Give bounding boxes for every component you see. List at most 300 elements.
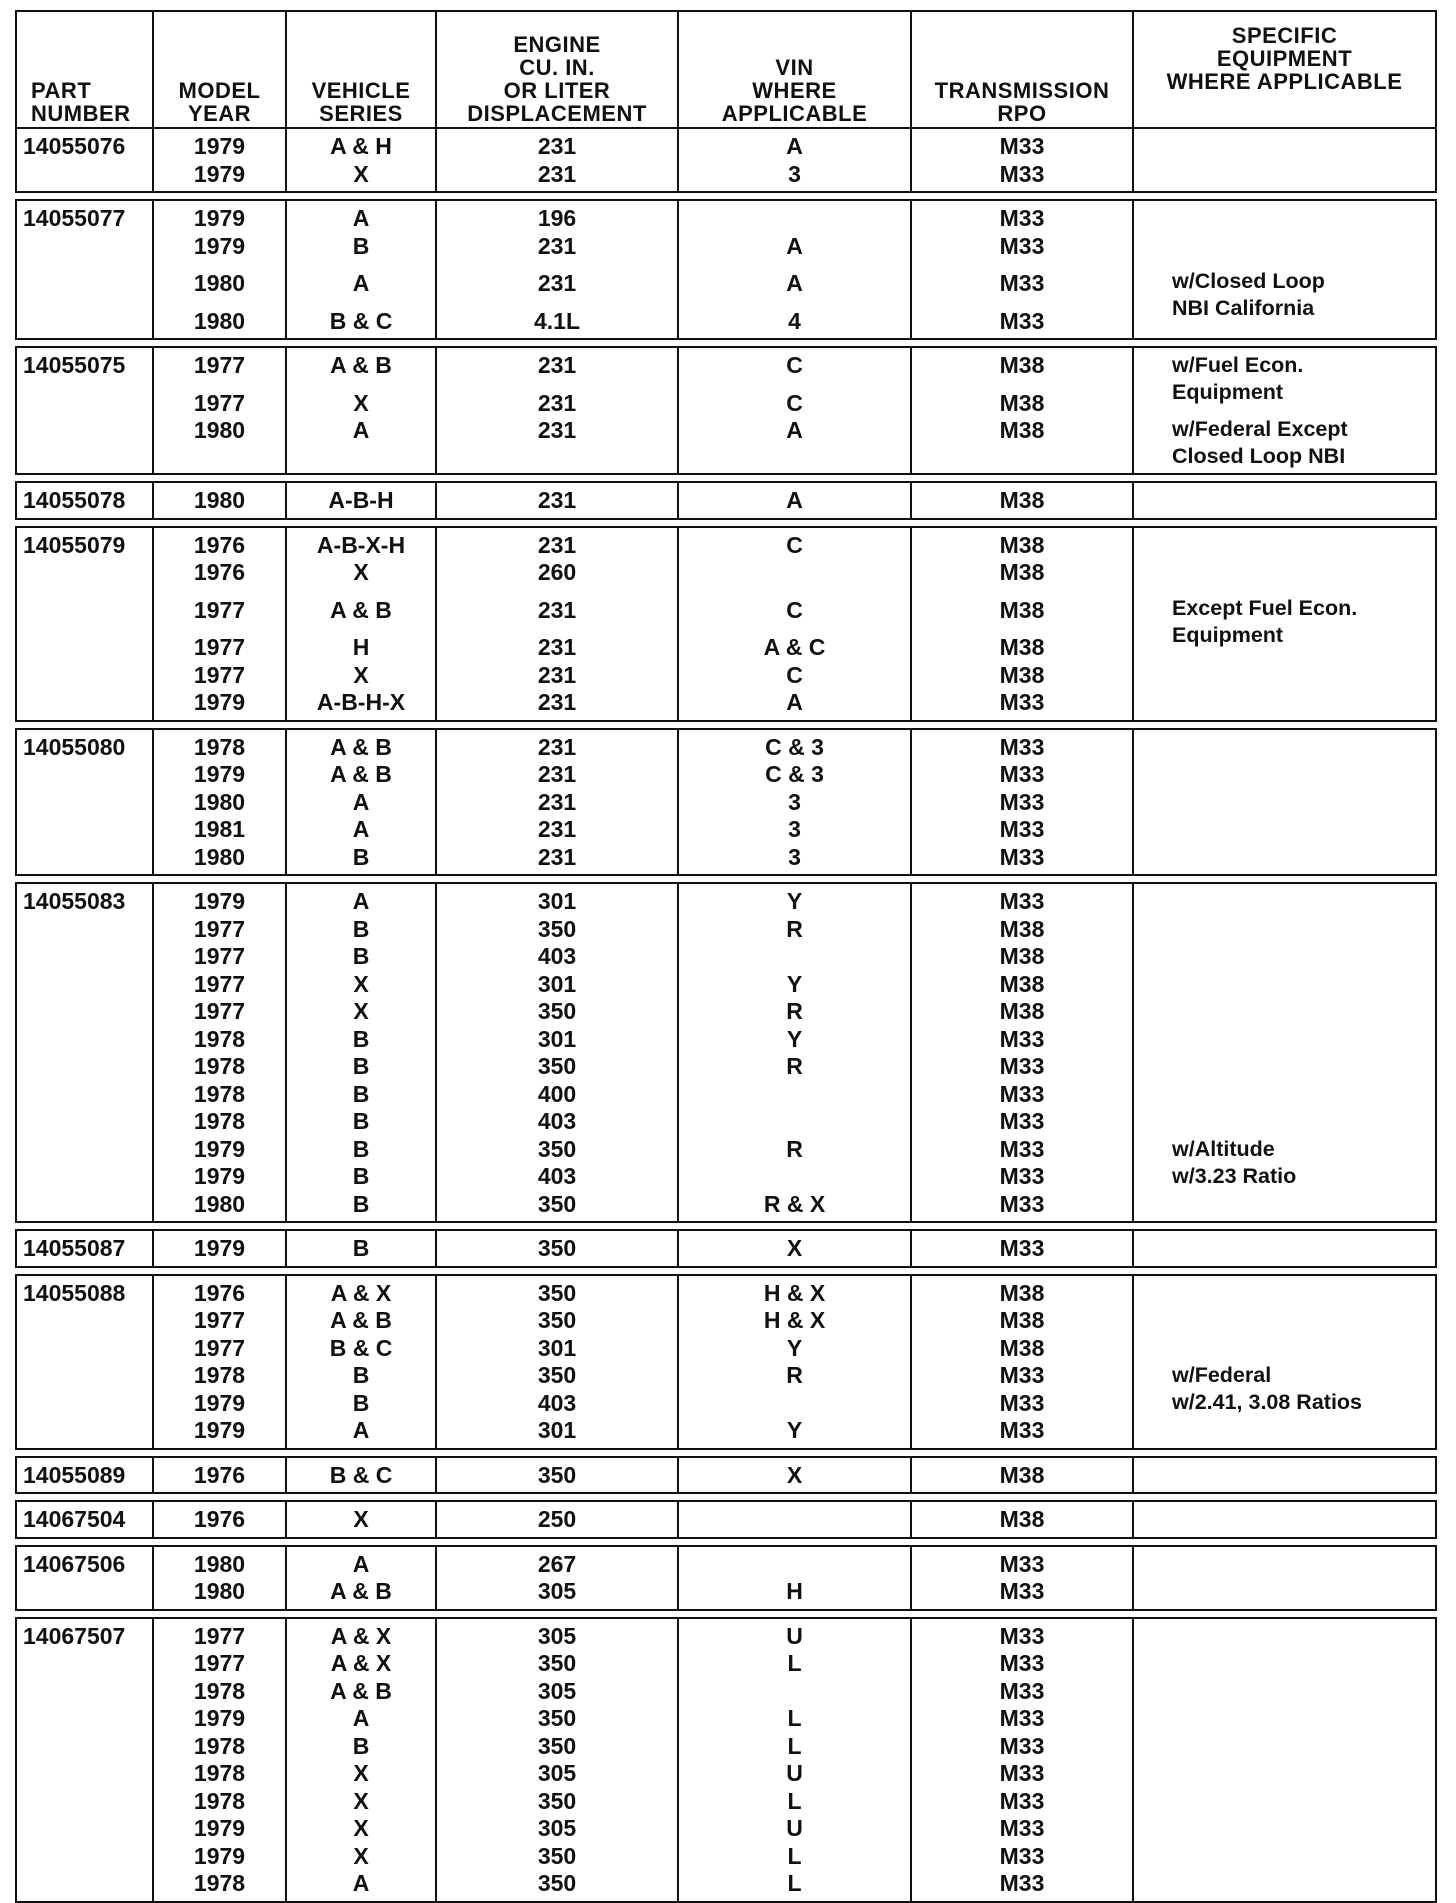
model-year: 1977 [193,1307,246,1333]
model-year: 1977 [193,998,246,1024]
transmission-rpo: M33 [999,761,1045,787]
vehicle-series-cell [286,1457,436,1494]
model-year: 1980 [193,788,246,815]
specific-equipment-cell [1133,482,1436,519]
table-body [16,128,1436,1902]
model-year-cell [153,1457,286,1494]
header-text: YEAR [187,101,252,126]
part-group-row [16,1230,1436,1267]
specific-equipment: w/Altitude [1172,1136,1275,1161]
vin-code [679,205,910,233]
transmission-rpo: M38 [999,970,1045,997]
engine-displacement: 231 [537,487,577,513]
header-text: ENGINE [513,32,601,57]
model-year: 1977 [193,661,246,688]
vin-code-cell [678,1501,911,1538]
transmission-rpo-cell [911,347,1133,474]
vehicle-series-cell [286,128,436,192]
model-year: 1977 [193,634,246,660]
model-year: 1980 [193,417,246,443]
engine-displacement: 231 [537,160,577,187]
header-text: WHERE APPLICABLE [1166,69,1403,94]
transmission-rpo: M38 [999,943,1045,969]
engine-displacement: 350 [537,998,577,1024]
part-group-row [16,347,1436,474]
transmission-rpo: M33 [999,307,1045,334]
spacer-cell [16,1538,1436,1546]
engine-displacement: 350 [537,1842,577,1869]
transmission-rpo: M33 [999,1190,1045,1217]
vin-code: Y [786,1417,803,1443]
vin-code: R [786,1362,803,1388]
model-year-cell [153,1546,286,1610]
spacer-cell [16,1222,1436,1230]
vin-code: H & X [763,1307,826,1333]
vehicle-series: B & C [329,307,393,334]
model-year-cell [153,200,286,339]
engine-displacement: 301 [537,1417,577,1443]
spacer-cell [16,519,1436,527]
part-group-row [16,1275,1436,1449]
header-text: APPLICABLE [721,101,868,126]
engine-displacement: 231 [537,389,577,416]
vin-code: A [786,689,803,715]
specific-equipment-cell [1133,200,1436,339]
transmission-rpo: M33 [999,1677,1045,1704]
vehicle-series: B [352,1362,370,1388]
model-year: 1978 [193,1025,246,1052]
part-number: 14055077 [16,200,153,339]
vehicle-series: B [352,915,370,942]
vin-code [679,1678,910,1706]
part-group-row [16,527,1436,721]
vehicle-series: X [353,1506,369,1532]
model-year: 1977 [193,915,246,942]
engine-displacement: 350 [537,1053,577,1079]
engine-displacement: 260 [537,559,577,585]
vin-code: R [786,915,803,942]
vin-code: U [786,1622,803,1649]
model-year-cell [153,1275,286,1449]
model-year: 1976 [193,531,246,558]
transmission-rpo: M33 [999,1235,1045,1261]
transmission-rpo-cell [911,883,1133,1222]
specific-equipment: Closed Loop NBI [1172,444,1346,468]
model-year: 1977 [193,1334,246,1361]
model-year: 1977 [193,596,246,623]
vehicle-series: X [353,1760,369,1786]
equipment-offset [1134,888,1435,1136]
transmission-rpo: M38 [999,1506,1045,1532]
vin-code: A & C [763,634,826,660]
specific-equipment: Except Fuel Econ. [1172,595,1358,620]
engine-displacement: 350 [537,1362,577,1388]
vehicle-series: A & X [330,1650,392,1676]
vehicle-series: B [352,1389,370,1416]
parts-table [15,10,1437,1903]
engine-displacement: 231 [537,596,577,623]
model-year: 1979 [193,205,246,231]
vin-code: X [786,1461,803,1488]
transmission-rpo: M38 [999,915,1045,942]
vin-code-cell [678,883,911,1222]
vehicle-series-cell [286,883,436,1222]
transmission-rpo-cell [911,1275,1133,1449]
transmission-rpo: M38 [999,1334,1045,1361]
spacer-cell [16,875,1436,883]
spacer-cell [16,1449,1436,1457]
part-group-row [16,1501,1436,1538]
vehicle-series: X [353,661,369,688]
engine-displacement: 305 [537,1677,577,1704]
model-year: 1978 [193,1108,246,1134]
vin-code: U [786,1815,803,1841]
transmission-rpo: M33 [999,689,1045,715]
model-year-cell [153,883,286,1222]
vin-code: H [786,1578,803,1604]
transmission-rpo-cell [911,1230,1133,1267]
vehicle-series: A-B-H [328,487,394,513]
model-year: 1980 [193,307,246,334]
transmission-rpo-cell [911,200,1133,339]
specific-equipment: w/Federal [1172,1363,1272,1387]
spacer-cell [16,721,1436,729]
transmission-rpo-cell [911,1457,1133,1494]
vin-code: Y [786,970,803,997]
vin-code-cell [678,1457,911,1494]
group-spacer [16,1610,1436,1618]
engine-displacement: 231 [537,634,577,660]
vehicle-series: X [353,970,369,997]
specific-equipment-cell [1133,1230,1436,1267]
vin-code: L [787,1787,802,1814]
vin-code: C [786,389,803,416]
vin-code-cell [678,729,911,876]
model-year: 1978 [193,1732,246,1759]
model-year: 1979 [193,1842,246,1869]
model-year: 1978 [193,1080,246,1107]
model-year: 1978 [193,1760,246,1786]
transmission-rpo: M33 [999,1842,1045,1869]
specific-equipment-cell [1133,1501,1436,1538]
group-spacer [16,474,1436,482]
engine-displacement: 403 [537,1108,577,1134]
transmission-rpo: M33 [999,1389,1045,1416]
vin-code: C & 3 [765,733,824,760]
model-year: 1979 [193,1163,246,1189]
transmission-rpo: M38 [999,1307,1045,1333]
engine-displacement: 231 [537,270,577,296]
vehicle-series: A & X [330,1622,392,1649]
header-text: WHERE [752,78,837,103]
engine-displacement-cell [436,883,678,1222]
vehicle-series: B & C [329,1334,393,1361]
vin-code: C [786,661,803,688]
group-spacer [16,1538,1436,1546]
transmission-rpo: M38 [999,487,1045,513]
header-row [16,11,1436,128]
vehicle-series: X [353,389,369,416]
engine-displacement: 267 [537,1550,577,1577]
engine-displacement: 350 [537,1135,577,1162]
transmission-rpo: M33 [999,1870,1045,1896]
model-year-cell [153,729,286,876]
header-vehicle-series [286,11,436,128]
part-number: 14055075 [16,347,153,474]
transmission-rpo: M38 [999,559,1045,585]
vehicle-series-cell [286,1618,436,1902]
engine-displacement: 231 [537,689,577,715]
part-group-row [16,1618,1436,1902]
engine-displacement: 231 [537,352,577,378]
vin-code: L [787,1842,802,1869]
vin-code: C [786,352,803,378]
spacer-cell [16,192,1436,200]
transmission-rpo: M33 [999,1080,1045,1107]
vehicle-series: A [352,1417,370,1443]
transmission-rpo: M38 [999,661,1045,688]
vin-code-cell [678,1275,911,1449]
model-year: 1976 [193,1461,246,1488]
specific-equipment-cell [1133,1618,1436,1902]
model-year: 1979 [193,232,246,259]
engine-displacement-cell [436,200,678,339]
spacer-cell [16,1493,1436,1501]
model-year: 1979 [193,1389,246,1416]
part-number: 14067506 [16,1546,153,1610]
specific-equipment-cell [1133,1275,1436,1449]
engine-displacement: 403 [537,943,577,969]
engine-displacement: 350 [537,1461,577,1488]
group-spacer [16,339,1436,347]
header-text: NUMBER [31,101,131,126]
vin-code: L [787,1870,802,1896]
header-text: TRANSMISSION [934,78,1110,103]
vehicle-series: B [352,1732,370,1759]
transmission-rpo: M33 [999,733,1045,760]
transmission-rpo: M33 [999,133,1045,159]
transmission-rpo: M33 [999,1705,1045,1731]
engine-displacement-cell [436,527,678,721]
transmission-rpo: M38 [999,1279,1045,1306]
engine-displacement-cell [436,1501,678,1538]
model-year-cell [153,1618,286,1902]
header-part-number [16,11,153,128]
engine-displacement: 196 [537,205,577,231]
part-number: 14055083 [16,883,153,1222]
engine-displacement: 231 [537,843,577,870]
transmission-rpo: M33 [999,1108,1045,1134]
vin-code: 3 [788,788,801,815]
vehicle-series: B [352,232,370,259]
engine-displacement: 231 [537,816,577,842]
header-text: RPO [997,101,1047,126]
vehicle-series: A & B [330,1677,392,1704]
engine-displacement: 305 [537,1622,577,1649]
vehicle-series-cell [286,527,436,721]
vin-code: R [786,998,803,1024]
vin-code [679,1506,910,1534]
header-text: VEHICLE [311,78,411,103]
engine-displacement: 400 [537,1080,577,1107]
vehicle-series: B [352,1135,370,1162]
vehicle-series-cell [286,1546,436,1610]
vehicle-series: A [352,888,370,914]
part-group-row [16,482,1436,519]
transmission-rpo-cell [911,1618,1133,1902]
model-year: 1980 [193,487,246,513]
vehicle-series: X [353,160,369,187]
transmission-rpo: M38 [999,417,1045,443]
engine-displacement: 403 [537,1389,577,1416]
spacer-cell [16,1267,1436,1275]
header-text: CU. IN. [519,55,595,80]
engine-displacement-cell [436,1275,678,1449]
transmission-rpo: M33 [999,1135,1045,1162]
specific-equipment-cell [1133,527,1436,721]
vehicle-series: A & X [330,1279,392,1306]
vehicle-series: X [353,1815,369,1841]
transmission-rpo: M33 [999,232,1045,259]
engine-displacement: 403 [537,1163,577,1189]
vin-code: H & X [763,1279,826,1306]
model-year: 1979 [193,1135,246,1162]
model-year: 1979 [193,689,246,715]
header-text: MODEL [178,78,261,103]
transmission-rpo: M38 [999,998,1045,1024]
specific-equipment: w/3.23 Ratio [1172,1163,1297,1188]
part-number: 14067504 [16,1501,153,1538]
equipment-offset [1134,1280,1435,1363]
vin-code: A [786,232,803,259]
model-year: 1979 [193,160,246,187]
transmission-rpo: M33 [999,1732,1045,1759]
group-spacer [16,192,1436,200]
header-text: SPECIFIC [1231,23,1338,48]
vehicle-series: X [353,1787,369,1814]
group-spacer [16,1267,1436,1275]
engine-displacement: 231 [537,733,577,760]
vin-code: C [786,596,803,623]
group-spacer [16,875,1436,883]
vin-code: L [787,1650,802,1676]
vin-code: A [786,270,803,296]
transmission-rpo: M33 [999,816,1045,842]
vehicle-series-cell [286,1230,436,1267]
part-group-row [16,1457,1436,1494]
vin-code: A [786,487,803,513]
vehicle-series: A & B [330,733,392,760]
model-year: 1976 [193,559,246,585]
vehicle-series: A [352,1550,370,1577]
model-year: 1976 [193,1279,246,1306]
engine-displacement: 350 [537,1732,577,1759]
model-year: 1978 [193,1787,246,1814]
part-group-row [16,200,1436,339]
engine-displacement-cell [436,347,678,474]
engine-displacement: 350 [537,915,577,942]
part-number: 14055080 [16,729,153,876]
group-spacer [16,519,1436,527]
transmission-rpo: M38 [999,531,1045,558]
vin-code-cell [678,482,911,519]
model-year: 1980 [193,1550,246,1577]
transmission-rpo-cell [911,729,1133,876]
specific-equipment: Equipment [1172,622,1284,647]
engine-displacement-cell [436,729,678,876]
transmission-rpo: M33 [999,1650,1045,1676]
model-year-cell [153,128,286,192]
model-year: 1979 [193,1705,246,1731]
vin-code: A [786,133,803,159]
transmission-rpo: M38 [999,596,1045,623]
transmission-rpo: M38 [999,352,1045,378]
model-year: 1978 [193,1362,246,1388]
engine-displacement: 350 [537,1235,577,1261]
specific-equipment-cell [1133,1457,1436,1494]
group-spacer [16,1449,1436,1457]
vehicle-series: X [353,998,369,1024]
engine-displacement: 231 [537,788,577,815]
vin-code-cell [678,1618,911,1902]
part-number: 14055088 [16,1275,153,1449]
transmission-rpo: M33 [999,1362,1045,1388]
vehicle-series: B & C [329,1461,393,1488]
transmission-rpo-cell [911,128,1133,192]
part-group-row [16,1546,1436,1610]
engine-displacement-cell [436,128,678,192]
model-year-cell [153,527,286,721]
model-year: 1979 [193,1417,246,1443]
part-number: 14055078 [16,482,153,519]
model-year: 1977 [193,943,246,969]
vin-code-cell [678,1230,911,1267]
vehicle-series: A [352,1705,370,1731]
equipment-offset [1134,532,1435,595]
vin-code-cell [678,200,911,339]
vin-code: L [787,1732,802,1759]
engine-displacement: 231 [537,417,577,443]
spacer-cell [16,339,1436,347]
vin-code-cell [678,527,911,721]
transmission-rpo: M33 [999,160,1045,187]
engine-displacement: 231 [537,232,577,259]
group-spacer [16,1222,1436,1230]
vin-code [679,943,910,971]
vehicle-series: A [352,205,370,231]
vehicle-series: A & B [330,1578,392,1604]
vehicle-series: A [352,788,370,815]
transmission-rpo: M33 [999,1760,1045,1786]
engine-displacement: 350 [537,1870,577,1896]
header-text: DISPLACEMENT [467,101,647,126]
header-text: OR LITER [503,78,611,103]
vin-code: U [786,1760,803,1786]
transmission-rpo: M33 [999,1417,1045,1443]
vin-code: L [787,1705,802,1731]
specific-equipment-cell [1133,128,1436,192]
vehicle-series: X [353,1842,369,1869]
transmission-rpo: M33 [999,1622,1045,1649]
equipment-offset [1134,205,1435,268]
part-number: 14067507 [16,1618,153,1902]
vin-code-cell [678,347,911,474]
vehicle-series-cell [286,1501,436,1538]
vin-code-cell [678,128,911,192]
model-year: 1981 [193,816,246,842]
model-year: 1978 [193,733,246,760]
specific-equipment-cell [1133,347,1436,474]
